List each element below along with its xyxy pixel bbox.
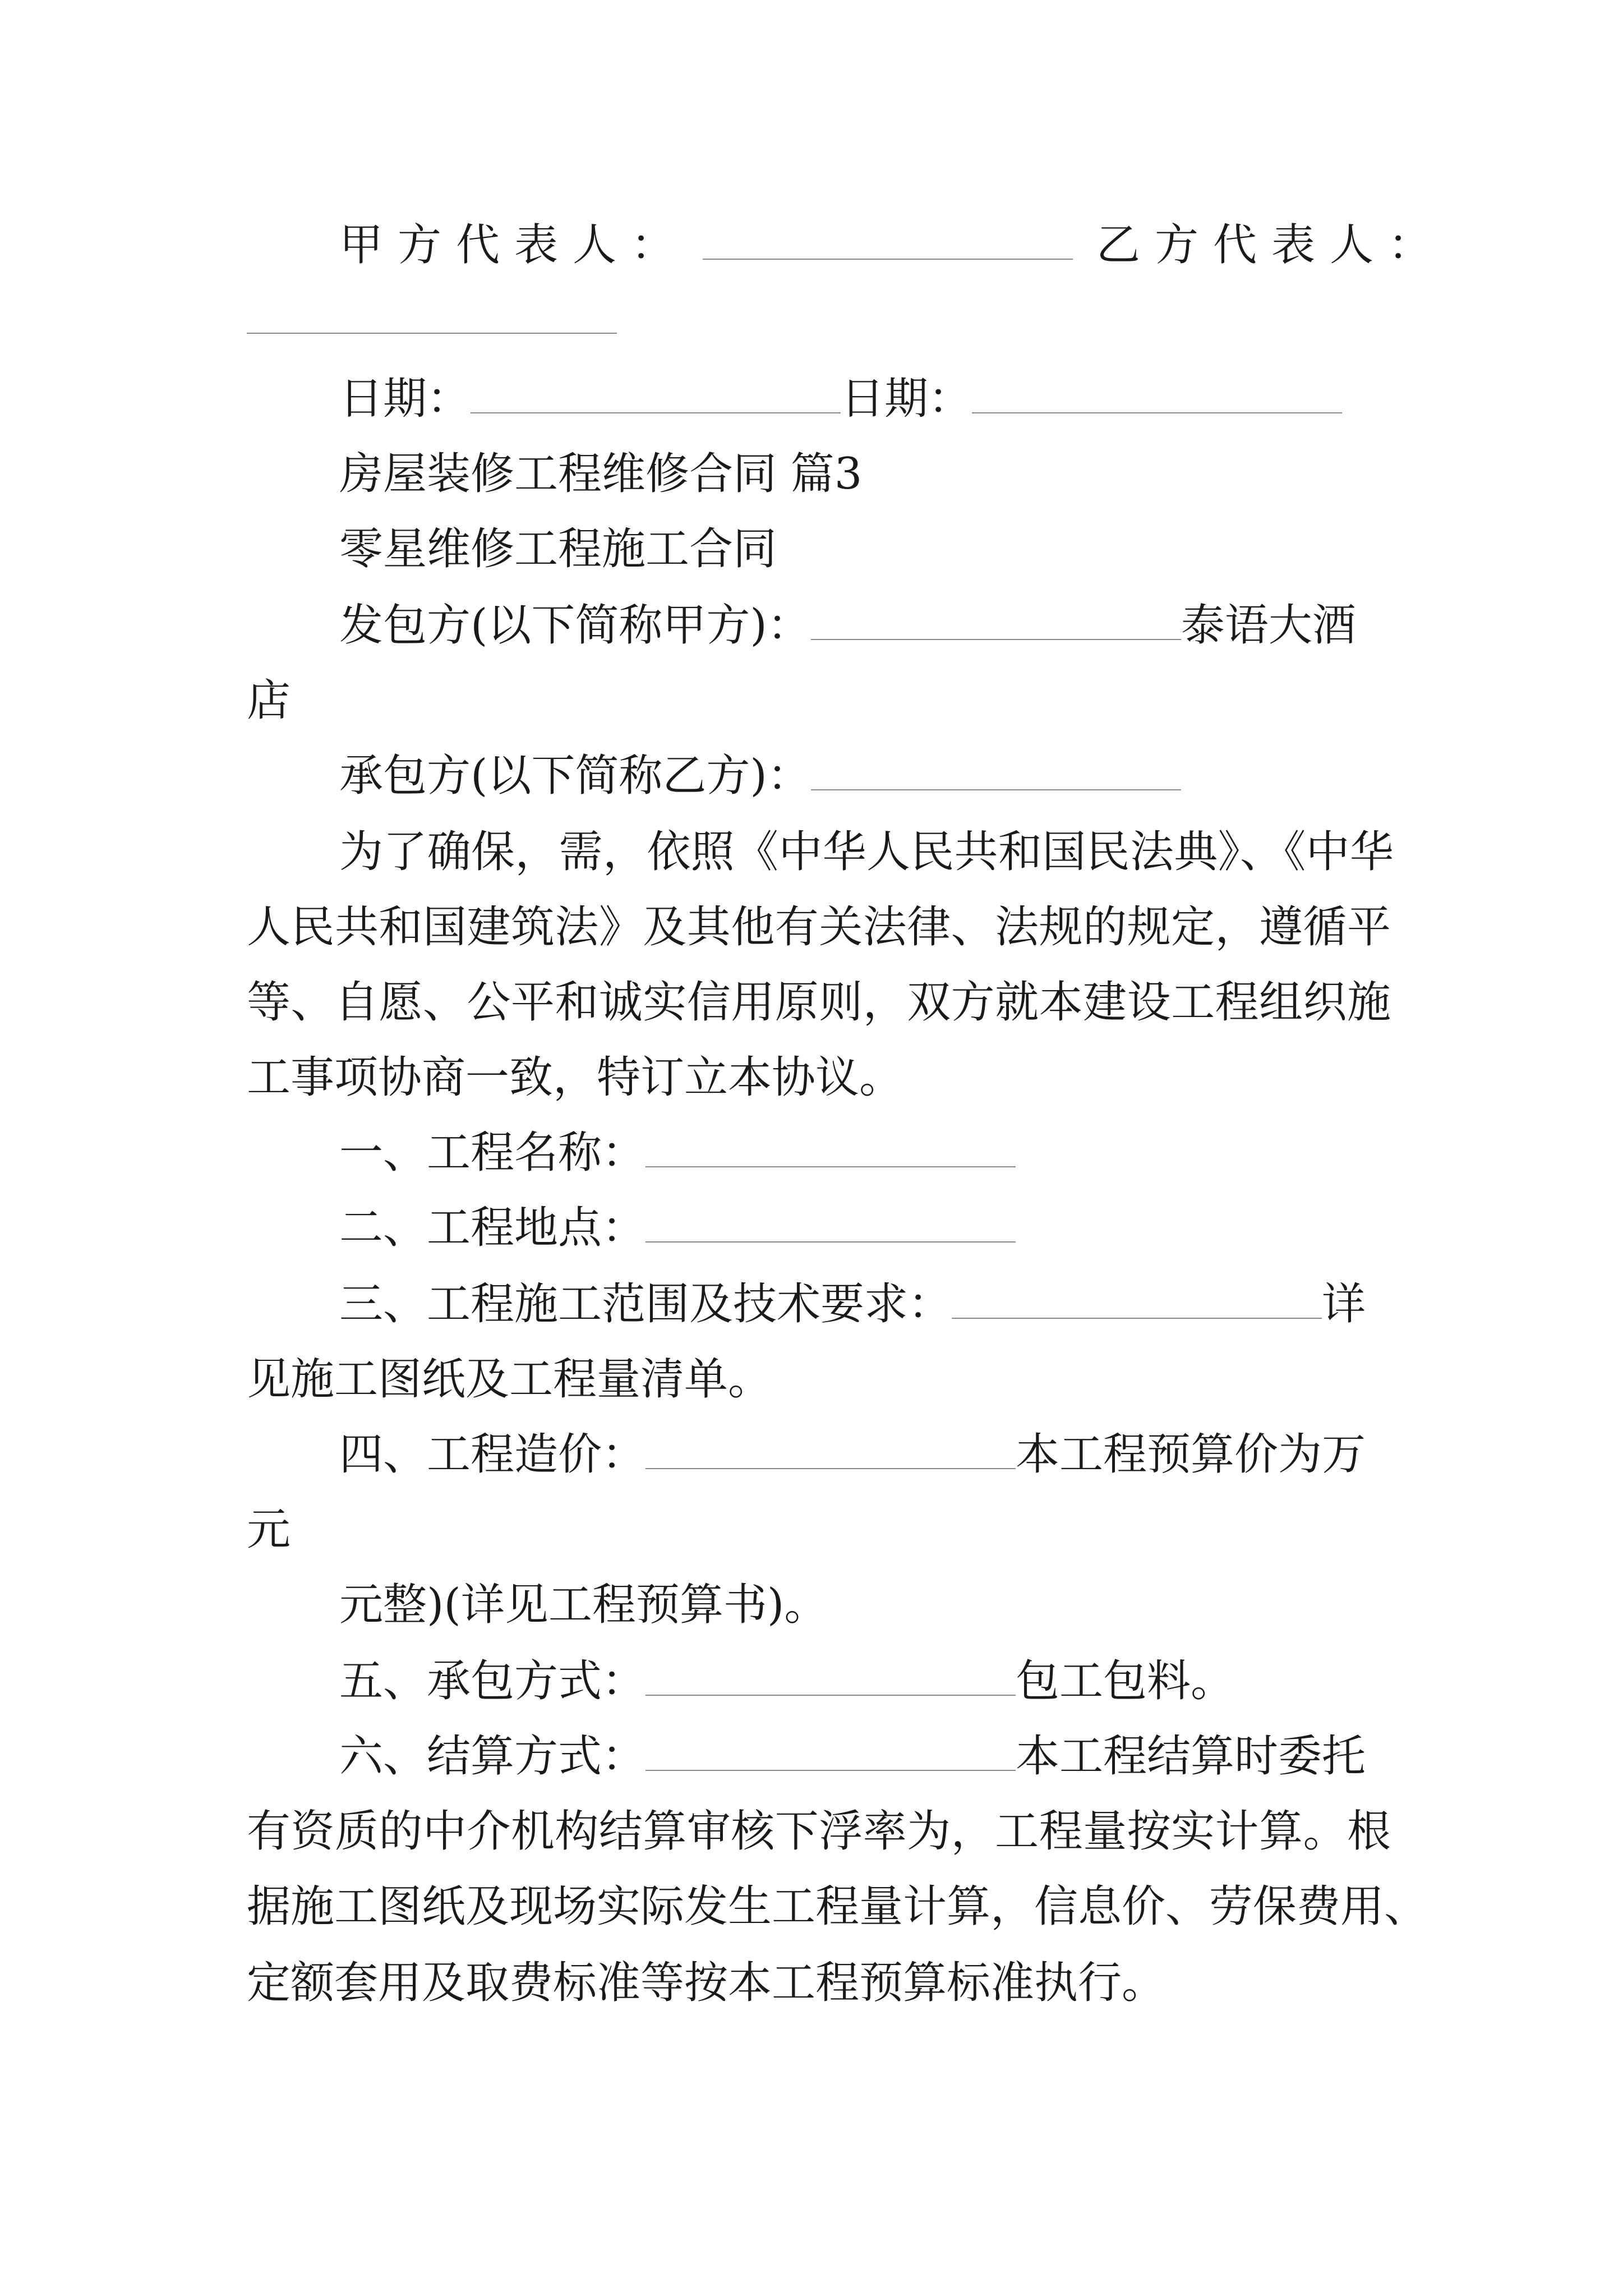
clause-5-label: 五、承包方式： xyxy=(339,1656,646,1706)
date-a-blank xyxy=(471,373,841,413)
date-line xyxy=(339,371,1394,426)
employer-name-cont: 店 xyxy=(247,675,291,726)
contract-mode-blank xyxy=(645,1655,1016,1696)
employer-label: 发包方(以下简称甲方)： xyxy=(339,600,811,651)
project-name-blank xyxy=(645,1127,1016,1167)
preamble-line-2: 人民共和国建筑法》及其他有关法律、法规的规定，遵循平 xyxy=(247,902,1391,953)
party-a-rep-label: 甲方代表人： xyxy=(339,220,690,270)
contractor-line xyxy=(339,748,1394,803)
clause-6-line-2: 有资质的中介机构结算审核下浮率为，工程量按实计算。根 xyxy=(247,1806,1391,1857)
clause-6-label: 六、结算方式： xyxy=(339,1731,646,1782)
clause-6-line-4: 定额套用及取费标准等按本工程预算标准执行。 xyxy=(247,1958,1166,2008)
date-label-b: 日期： xyxy=(841,374,972,424)
clause-4-label: 四、工程造价： xyxy=(339,1429,646,1480)
clause-5 xyxy=(339,1654,1394,1709)
settlement-blank xyxy=(645,1731,1016,1771)
clause-3-label: 三、工程施工范围及技术要求： xyxy=(339,1279,952,1329)
employer-line xyxy=(339,598,1394,653)
clause-5-text: 包工包料。 xyxy=(1016,1656,1235,1706)
clause-3-cont: 见施工图纸及工程量清单。 xyxy=(247,1354,772,1405)
clause-4 xyxy=(339,1427,1394,1482)
clause-6-text: 本工程结算时委托 xyxy=(1016,1731,1366,1782)
clause-1 xyxy=(339,1125,1394,1180)
clause-2-label: 二、工程地点： xyxy=(339,1203,646,1253)
contract-title: 零星维修工程施工合同 xyxy=(339,524,777,574)
clause-4-cont-2: 元整)(详见工程预算书)。 xyxy=(339,1580,828,1630)
contractor-blank xyxy=(811,750,1181,790)
clause-3-text: 详 xyxy=(1322,1279,1366,1329)
party-b-rep-label: 乙方代表人： xyxy=(1096,220,1447,270)
scope-blank xyxy=(952,1278,1322,1319)
contractor-label: 承包方(以下简称乙方)： xyxy=(339,751,811,801)
clause-6 xyxy=(339,1729,1394,1784)
clause-4-text: 本工程预算价为万 xyxy=(1016,1429,1366,1480)
clause-4-cont: 元 xyxy=(247,1504,291,1555)
employer-blank xyxy=(811,600,1181,640)
cost-blank xyxy=(645,1429,1016,1469)
preamble-line-3: 等、自愿、公平和诚实信用原则，双方就本建设工程组织施 xyxy=(247,977,1391,1028)
preamble-line-4: 工事项协商一致，特订立本协议。 xyxy=(247,1052,903,1103)
clause-3 xyxy=(339,1277,1394,1332)
clause-1-label: 一、工程名称： xyxy=(339,1128,646,1178)
signature-line xyxy=(339,218,1447,273)
party-b-rep-blank-line xyxy=(247,292,1391,347)
preamble-line-1: 为了确保，需，依照《中华人民共和国民法典》、《中华 xyxy=(339,827,1394,877)
employer-name: 泰语大酒 xyxy=(1181,600,1356,651)
party-a-rep-blank xyxy=(703,219,1073,260)
article-title: 房屋装修工程维修合同 篇3 xyxy=(339,449,863,499)
date-label-a: 日期： xyxy=(339,374,471,424)
clause-2 xyxy=(339,1200,1394,1255)
date-b-blank xyxy=(972,373,1342,413)
clause-6-line-3: 据施工图纸及现场实际发生工程量计算，信息价、劳保费用、 xyxy=(247,1881,1428,1932)
project-location-blank xyxy=(645,1202,1016,1243)
party-b-rep-blank xyxy=(247,293,617,334)
